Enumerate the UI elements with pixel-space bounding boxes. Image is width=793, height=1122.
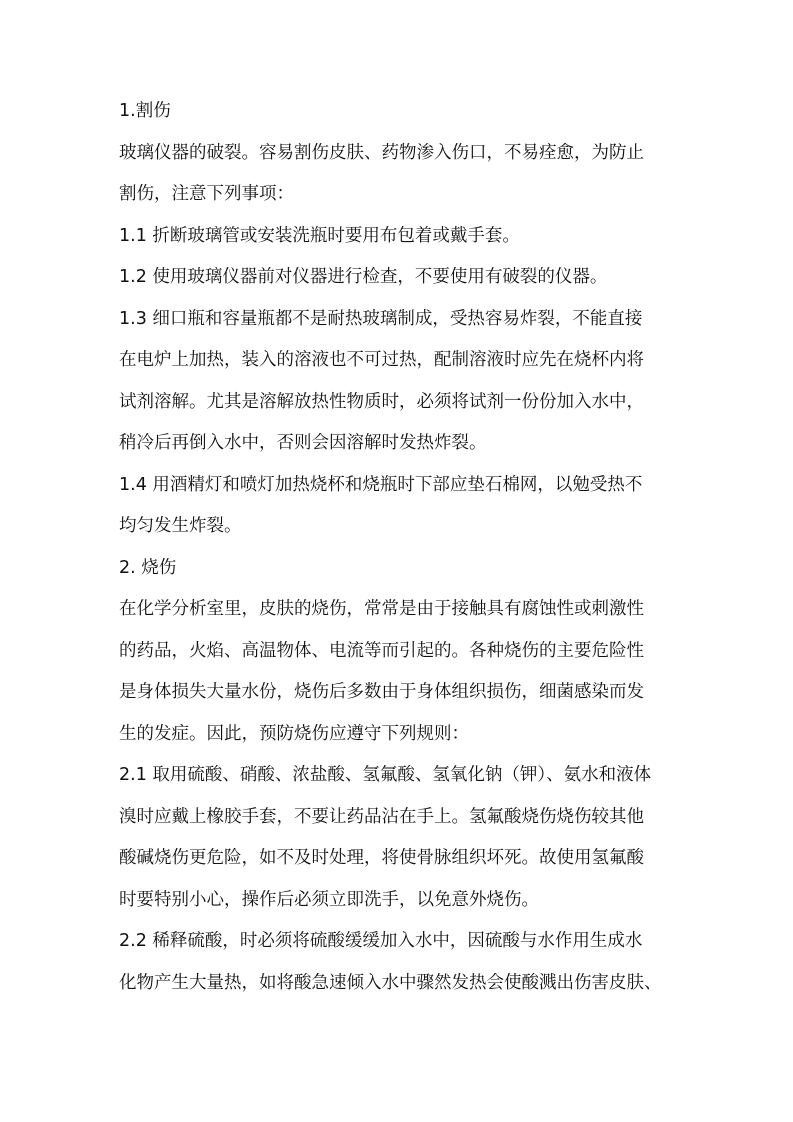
- paragraph-line: 时要特别小心，操作后必须立即洗手，以免意外烧伤。: [119, 889, 539, 910]
- list-item-1-2: 1.2 使用玻璃仪器前对仪器进行检查，不要使用有破裂的仪器。: [119, 267, 608, 287]
- list-item-1-4: 1.4 用酒精灯和喷灯加热烧杯和烧瓶时下部应垫石棉网，以勉受热不: [119, 474, 643, 495]
- paragraph-line: 割伤，注意下列事项：: [119, 184, 294, 204]
- list-item-1-3: 1.3 细口瓶和容量瓶都不是耐热玻璃制成，受热容易炸裂，不能直接: [119, 308, 643, 329]
- paragraph-line: 是身体损失大量水份，烧伤后多数由于身体组织损伤，细菌感染而发: [119, 682, 644, 702]
- paragraph-line: 均匀发生炸裂。: [119, 516, 242, 536]
- list-item-2-1: 2.1 取用硫酸、硝酸、浓盐酸、氢氟酸、氢氧化钠（钾）、氨水和液体: [119, 765, 652, 785]
- section-heading-burns: 2. 烧伤: [119, 557, 177, 578]
- paragraph-line: 稍冷后再倒入水中，否则会因溶解时发热炸裂。: [119, 433, 487, 453]
- paragraph-line: 酸碱烧伤更危险，如不及时处理，将使骨脉组织坏死。故使用氢氟酸: [119, 848, 644, 868]
- list-item-2-2: 2.2 稀释硫酸，时必须将硫酸缓缓加入水中，因硫酸与水作用生成水: [119, 931, 643, 951]
- list-item-1-1: 1.1 折断玻璃管或安装洗瓶时要用布包着或戴手套。: [119, 225, 520, 246]
- paragraph-line: 的药品，火焰、高温物体、电流等而引起的。各种烧伤的主要危险性: [119, 640, 644, 661]
- paragraph-line: 生的发症。因此，预防烧伤应遵守下列规则：: [119, 723, 469, 744]
- paragraph-line: 在化学分析室里，皮肤的烧伤，常常是由于接触具有腐蚀性或刺激性: [119, 599, 644, 619]
- paragraph-line: 溴时应戴上橡胶手套，不要让药品沾在手上。氢氟酸烧伤烧伤较其他: [119, 806, 644, 827]
- paragraph-line: 玻璃仪器的破裂。容易割伤皮肤、药物渗入伤口，不易痊愈，为防止: [119, 142, 644, 163]
- document-body: [119, 101, 679, 1014]
- paragraph-line: 试剂溶解。尤其是溶解放热性物质时，必须将试剂一份份加入水中，: [119, 391, 644, 412]
- section-heading-cuts: 1.割伤: [119, 101, 171, 121]
- paragraph-line: 在电炉上加热，装入的溶液也不可过热，配制溶液时应先在烧杯内将: [119, 350, 644, 370]
- paragraph-line: 化物产生大量热，如将酸急速倾入水中骤然发热会使酸溅出伤害皮肤、: [119, 972, 662, 993]
